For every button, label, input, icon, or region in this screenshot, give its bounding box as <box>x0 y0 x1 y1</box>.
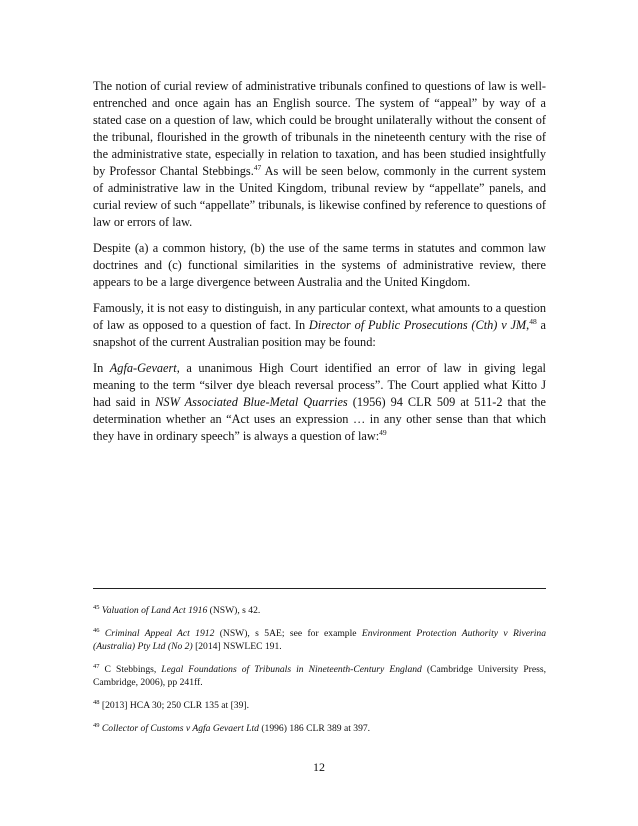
page-number: 12 <box>313 760 325 774</box>
case-name: NSW Associated Blue-Metal Quarries <box>155 395 348 409</box>
footnotes <box>93 604 546 745</box>
footnote-ref-49[interactable]: 49 <box>379 427 387 437</box>
footnote-47: $^{47}$ C Stebbings, Legal Foundations of Tribunals in Nineteenth-Century England (Cambridge University Press, Cambridge, 2006), pp 241ff. <box>93 662 546 688</box>
footnote-49: $^{49}$ Collector of Customs v Agfa Gevaert Ltd (1996) 186 CLR 389 at 397. <box>93 721 371 734</box>
paragraph-question-of-law: Famously, it is not easy to distinguish, in any particular context, what amounts to a question of law as opposed to a question of fact. In Director of Public Prosecutions (Cth) v JM,$^{48}$ a snapshot of the current Australian position may be found: <box>93 301 546 349</box>
paragraph-agfa-gevaert: In Agfa-Gevaert, a unanimous High Court identified an error of law in giving legal meaning to the term “silver dye bleach reversal process”. The Court applied what Kitto J had said in NSW Associated Blue-Metal Quarries (1956) 94 CLR 509 at 511-2 that the determination whether an “Act uses an expression … in any other sense than that which they have in ordinary speech” is always a question of law:$^{49}$ <box>93 361 547 443</box>
footnote-46: $^{46}$ Criminal Appeal Act 1912 (NSW), s 5AE; see for example Environment Protection Authority v Riverina (Australia) Pty Ltd (No 2) [2014] NSWLEC 191. <box>93 626 546 652</box>
footnote-divider <box>93 588 546 589</box>
footnote-45: $^{45}$ Valuation of Land Act 1916 (NSW), s 42. <box>93 603 261 616</box>
footnote-ref-47[interactable]: 47 <box>253 162 262 172</box>
paragraph-divergence: Despite (a) a common history, (b) the use of the same terms in statutes and common law doctrines and (c) functional similarities in the systems of administrative review, there appears to be a large divergence between Australia and the United Kingdom. <box>93 241 546 289</box>
footnote-48: $^{48}$ [2013] HCA 30; 250 CLR 135 at [39]. <box>93 698 249 711</box>
case-name: Agfa-Gevaert <box>109 361 177 375</box>
footnote-ref-48[interactable]: 48 <box>529 316 537 326</box>
case-name: Director of Public Prosecutions (Cth) v JM <box>308 318 527 332</box>
body-text <box>93 78 546 454</box>
paragraph-curial-review: The notion of curial review of administrative tribunals confined to questions of law is well-entrenched and once again has an English source. The system of “appeal” by way of a stated case on a question of law, which could be brought unilaterally without the consent of the tribunal, flourished in the growth of tribunals in the nineteenth century with the rise of the administrative state, especially in relation to taxation, and has been studied insightfully by Professor Chantal Stebbings.$^{47}$ As will be seen below, commonly in the current system of administrative law in the United Kingdom, tribunal review by “appellate” panels, and curial review of such “appellate” tribunals, is likewise confined by reference to questions of law or errors of law. <box>93 79 546 229</box>
